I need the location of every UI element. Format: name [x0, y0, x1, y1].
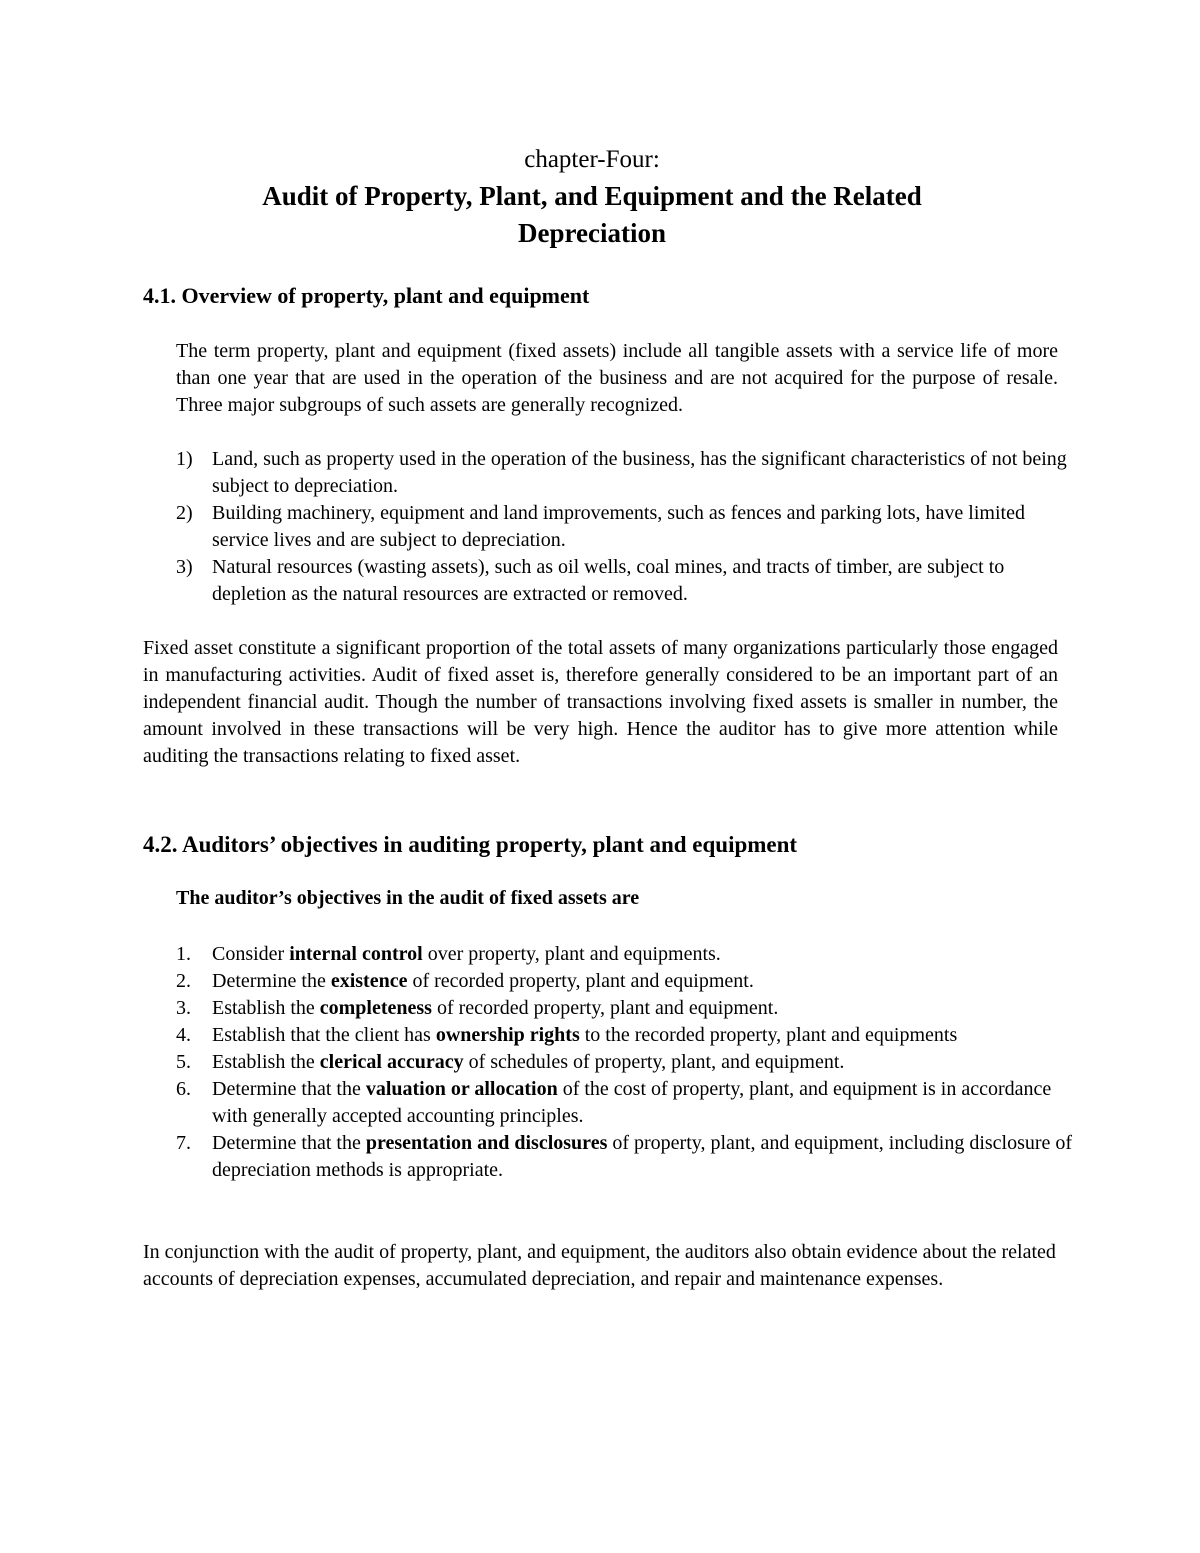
list-item — [176, 446, 1076, 500]
section-4-1-heading: 4.1. Overview of property, plant and equipment — [143, 283, 590, 308]
list-item-number: 1. — [176, 943, 191, 965]
list-item-number: 5. — [176, 1051, 191, 1073]
list-item-keyword: completeness — [319, 997, 432, 1019]
chapter-label: chapter-Four: — [524, 146, 660, 173]
list-item-text-pre: Consider — [212, 943, 290, 965]
list-item-text-post: of recorded property, plant and equipment. — [407, 970, 754, 992]
conjunction-paragraph: In conjunction with the audit of property, plant, and equipment, the auditors also obtain evidence about the related accounts of depreciation expenses, accumulated depreciation, and repair and maintenance expenses. — [143, 1241, 1056, 1290]
fixed-asset-paragraph: Fixed asset constitute a significant proportion of the total assets of many organizations particularly those engaged in manufacturing activities. Audit of fixed asset is, therefore generally considered to be an important part of an independent financial audit. Though the number of transactions involving fixed assets is smaller in number, the amount involved in these transactions will be very high. Hence the auditor has to give more attention while auditing the transactions relating to fixed asset. — [143, 637, 1058, 767]
asset-subgroups-list — [176, 446, 1076, 608]
list-item — [176, 554, 1076, 608]
list-item-text-post: to the recorded property, plant and equipments — [579, 1024, 958, 1046]
list-item-text-post: of recorded property, plant and equipment. — [431, 997, 779, 1019]
list-item — [176, 1076, 1076, 1130]
list-item-number: 3. — [176, 997, 191, 1019]
list-item — [176, 968, 1076, 995]
list-item-number: 1) — [176, 448, 193, 470]
section-4-2-heading: 4.2. Auditors’ objectives in auditing property, plant and equipment — [143, 832, 798, 857]
list-item-keyword: clerical accuracy — [319, 1051, 464, 1073]
list-item-number: 2. — [176, 970, 191, 992]
list-item — [176, 1049, 1076, 1076]
list-item-keyword: valuation or allocation — [365, 1078, 558, 1100]
list-item-text: Natural resources (wasting assets), such as oil wells, coal mines, and tracts of timber, are subject to depletion as the natural resources are extracted or removed. — [212, 556, 1005, 605]
list-item — [176, 941, 1076, 968]
list-item-keyword: presentation and disclosures — [365, 1132, 608, 1154]
list-item-text-post: of property, plant, and equipment, including disclosure of depreciation methods is appropriate. — [212, 1132, 1073, 1181]
list-item-text-pre: Establish the — [212, 997, 320, 1019]
list-item-text-post: over property, plant and equipments. — [422, 943, 721, 965]
list-item-text-pre: Establish the — [212, 1051, 320, 1073]
document-title-line-2: Depreciation — [518, 218, 666, 248]
list-item-keyword: existence — [330, 970, 408, 992]
objectives-subheading: The auditor’s objectives in the audit of fixed assets are — [176, 887, 640, 909]
list-item — [176, 1022, 1076, 1049]
auditor-objectives-list — [176, 941, 1076, 1184]
list-item-text-post: of the cost of property, plant, and equipment is in accordance with generally accepted accounting principles. — [212, 1078, 1052, 1127]
section-4-1-intro-paragraph: The term property, plant and equipment (fixed assets) include all tangible assets with a service life of more than one year that are used in the operation of the business and are not acquired for the purpose of resale. Three major subgroups of such assets are generally recognized. — [176, 340, 1058, 416]
list-item-number: 2) — [176, 502, 193, 524]
document-title-line-1: Audit of Property, Plant, and Equipment and the Related — [262, 181, 922, 211]
list-item-keyword: internal control — [289, 943, 423, 965]
list-item-number: 6. — [176, 1078, 191, 1100]
list-item — [176, 995, 1076, 1022]
list-item-number: 7. — [176, 1132, 191, 1154]
list-item-text-pre: Determine the — [212, 970, 331, 992]
list-item-text: Land, such as property used in the operation of the business, has the significant characteristics of not being subject to depreciation. — [212, 448, 1067, 497]
list-item-keyword: ownership rights — [435, 1024, 580, 1046]
list-item-text-pre: Determine that the — [212, 1078, 366, 1100]
list-item-text-pre: Determine that the — [212, 1132, 366, 1154]
list-item-number: 3) — [176, 556, 193, 578]
title-block — [120, 142, 1064, 252]
list-item-number: 4. — [176, 1024, 191, 1046]
list-item-text-post: of schedules of property, plant, and equipment. — [463, 1051, 845, 1073]
list-item — [176, 500, 1076, 554]
list-item-text: Building machinery, equipment and land improvements, such as fences and parking lots, have limited service lives and are subject to depreciation. — [212, 502, 1025, 551]
list-item — [176, 1130, 1076, 1184]
list-item-text-pre: Establish that the client has — [212, 1024, 436, 1046]
